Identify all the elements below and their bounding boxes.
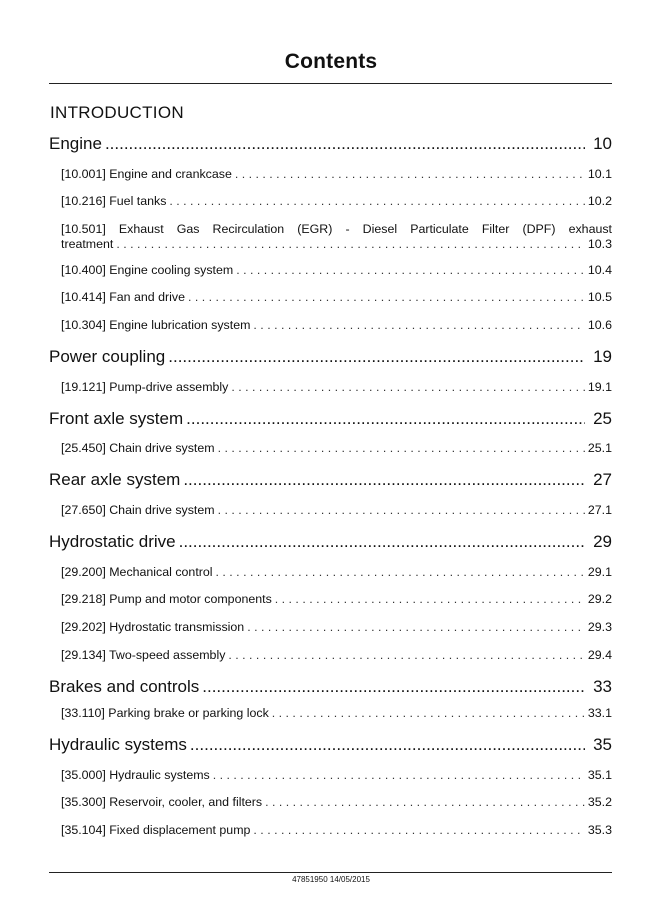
section-label: [35.104] Fixed displacement pump: [61, 823, 251, 837]
section-label: [29.202] Hydrostatic transmission: [61, 620, 245, 634]
section-label: [29.134] Two-speed assembly: [61, 648, 226, 662]
chapter-page: 33: [593, 677, 612, 696]
toc-section-rear-chain-drive[interactable]: [61, 502, 612, 518]
dot-leader: [169, 193, 584, 209]
chapter-label: Hydrostatic drive: [49, 532, 176, 551]
toc-section-engine-crankcase[interactable]: [61, 166, 612, 182]
section-label: [29.200] Mechanical control: [61, 565, 213, 579]
toc-chapter-power-coupling[interactable]: [49, 346, 612, 368]
dot-leader: [231, 379, 585, 395]
toc-section-egr-dpf-line1[interactable]: [10.501] Exhaust Gas Recirculation (EGR) - Diesel Particulate Filter (DPF) exhaust: [61, 222, 612, 236]
toc-section-reservoir-cooler[interactable]: [61, 794, 612, 810]
dot-leader: [253, 317, 584, 333]
dot-leader: [202, 676, 585, 698]
toc-section-mechanical-control[interactable]: [61, 564, 612, 580]
section-label: [29.218] Pump and motor components: [61, 592, 272, 606]
dot-leader: [247, 619, 585, 635]
chapter-page: 10: [593, 134, 612, 153]
intro-heading: INTRODUCTION: [50, 103, 184, 122]
footer-rule: [49, 872, 612, 873]
chapter-page: 19: [593, 347, 612, 366]
section-label: [10.216] Fuel tanks: [61, 194, 167, 208]
section-label: [19.121] Pump-drive assembly: [61, 380, 229, 394]
dot-leader: [218, 502, 585, 518]
toc-section-two-speed[interactable]: [61, 647, 612, 663]
chapter-page: 35: [593, 735, 612, 754]
section-page: 35.1: [587, 768, 612, 782]
dot-leader: [235, 166, 585, 182]
section-label: treatment: [61, 237, 114, 251]
toc-chapter-front-axle[interactable]: [49, 408, 612, 430]
dot-leader: [116, 236, 585, 252]
dot-leader: [236, 262, 585, 278]
toc-section-fuel-tanks[interactable]: [61, 193, 612, 209]
section-page: 33.1: [587, 706, 612, 720]
section-page: 10.5: [587, 290, 612, 304]
toc-chapter-engine[interactable]: [49, 133, 612, 155]
toc-section-egr-dpf-line2[interactable]: [61, 236, 612, 252]
section-label: [33.110] Parking brake or parking lock: [61, 706, 269, 720]
page-title: Contents: [284, 50, 378, 73]
toc-section-pump-motor[interactable]: [61, 591, 612, 607]
section-page: 29.2: [587, 592, 612, 606]
dot-leader: [190, 734, 585, 756]
dot-leader: [188, 289, 585, 305]
toc-section-pump-drive[interactable]: [61, 379, 612, 395]
dot-leader: [253, 822, 584, 838]
section-label: [10.304] Engine lubrication system: [61, 318, 251, 332]
chapter-page: 25: [593, 409, 612, 428]
dot-leader: [105, 133, 585, 155]
title-rule: [49, 83, 612, 84]
section-page: 10.6: [587, 318, 612, 332]
dot-leader: [168, 346, 585, 368]
section-label: [35.300] Reservoir, cooler, and filters: [61, 795, 263, 809]
chapter-page: 27: [593, 470, 612, 489]
chapter-label: Front axle system: [49, 409, 184, 428]
chapter-page: 29: [593, 532, 612, 551]
chapter-label: Hydraulic systems: [49, 735, 187, 754]
section-label: [25.450] Chain drive system: [61, 441, 215, 455]
toc-section-hydraulic-systems[interactable]: [61, 767, 612, 783]
toc-chapter-hydraulic-systems[interactable]: [49, 734, 612, 756]
dot-leader: [275, 591, 585, 607]
section-page: 19.1: [587, 380, 612, 394]
toc-section-parking-brake[interactable]: [61, 705, 612, 721]
section-page: 25.1: [587, 441, 612, 455]
toc-section-hydrostatic-transmission[interactable]: [61, 619, 612, 635]
toc-chapter-hydrostatic-drive[interactable]: [49, 531, 612, 553]
section-label: [10.400] Engine cooling system: [61, 263, 234, 277]
dot-leader: [218, 440, 585, 456]
dot-leader: [265, 794, 585, 810]
section-page: 29.4: [587, 648, 612, 662]
dot-leader: [272, 705, 585, 721]
section-label: [35.000] Hydraulic systems: [61, 768, 210, 782]
dot-leader: [216, 564, 585, 580]
section-label: [10.414] Fan and drive: [61, 290, 185, 304]
dot-leader: [179, 531, 585, 553]
toc-section-engine-cooling[interactable]: [61, 262, 612, 278]
section-page: 10.1: [587, 167, 612, 181]
toc-section-fixed-displacement-pump[interactable]: [61, 822, 612, 838]
chapter-label: Engine: [49, 134, 102, 153]
toc-section-fan-drive[interactable]: [61, 289, 612, 305]
section-label: [10.001] Engine and crankcase: [61, 167, 232, 181]
chapter-label: Rear axle system: [49, 470, 181, 489]
chapter-label: Power coupling: [49, 347, 166, 366]
toc-chapter-brakes-controls[interactable]: [49, 676, 612, 698]
section-page: 35.3: [587, 823, 612, 837]
section-label: [27.650] Chain drive system: [61, 503, 215, 517]
section-page: 10.2: [587, 194, 612, 208]
section-page: 35.2: [587, 795, 612, 809]
section-page: 10.3: [587, 237, 612, 251]
dot-leader: [183, 469, 585, 491]
section-page: 29.1: [587, 565, 612, 579]
toc-section-engine-lubrication[interactable]: [61, 317, 612, 333]
toc-section-front-chain-drive[interactable]: [61, 440, 612, 456]
dot-leader: [186, 408, 585, 430]
dot-leader: [213, 767, 585, 783]
chapter-label: Brakes and controls: [49, 677, 200, 696]
section-page: 27.1: [587, 503, 612, 517]
section-page: 10.4: [587, 263, 612, 277]
section-page: 29.3: [587, 620, 612, 634]
toc-chapter-rear-axle[interactable]: [49, 469, 612, 491]
footer-doc-id: 47851950 14/05/2015: [292, 875, 370, 884]
dot-leader: [228, 647, 584, 663]
